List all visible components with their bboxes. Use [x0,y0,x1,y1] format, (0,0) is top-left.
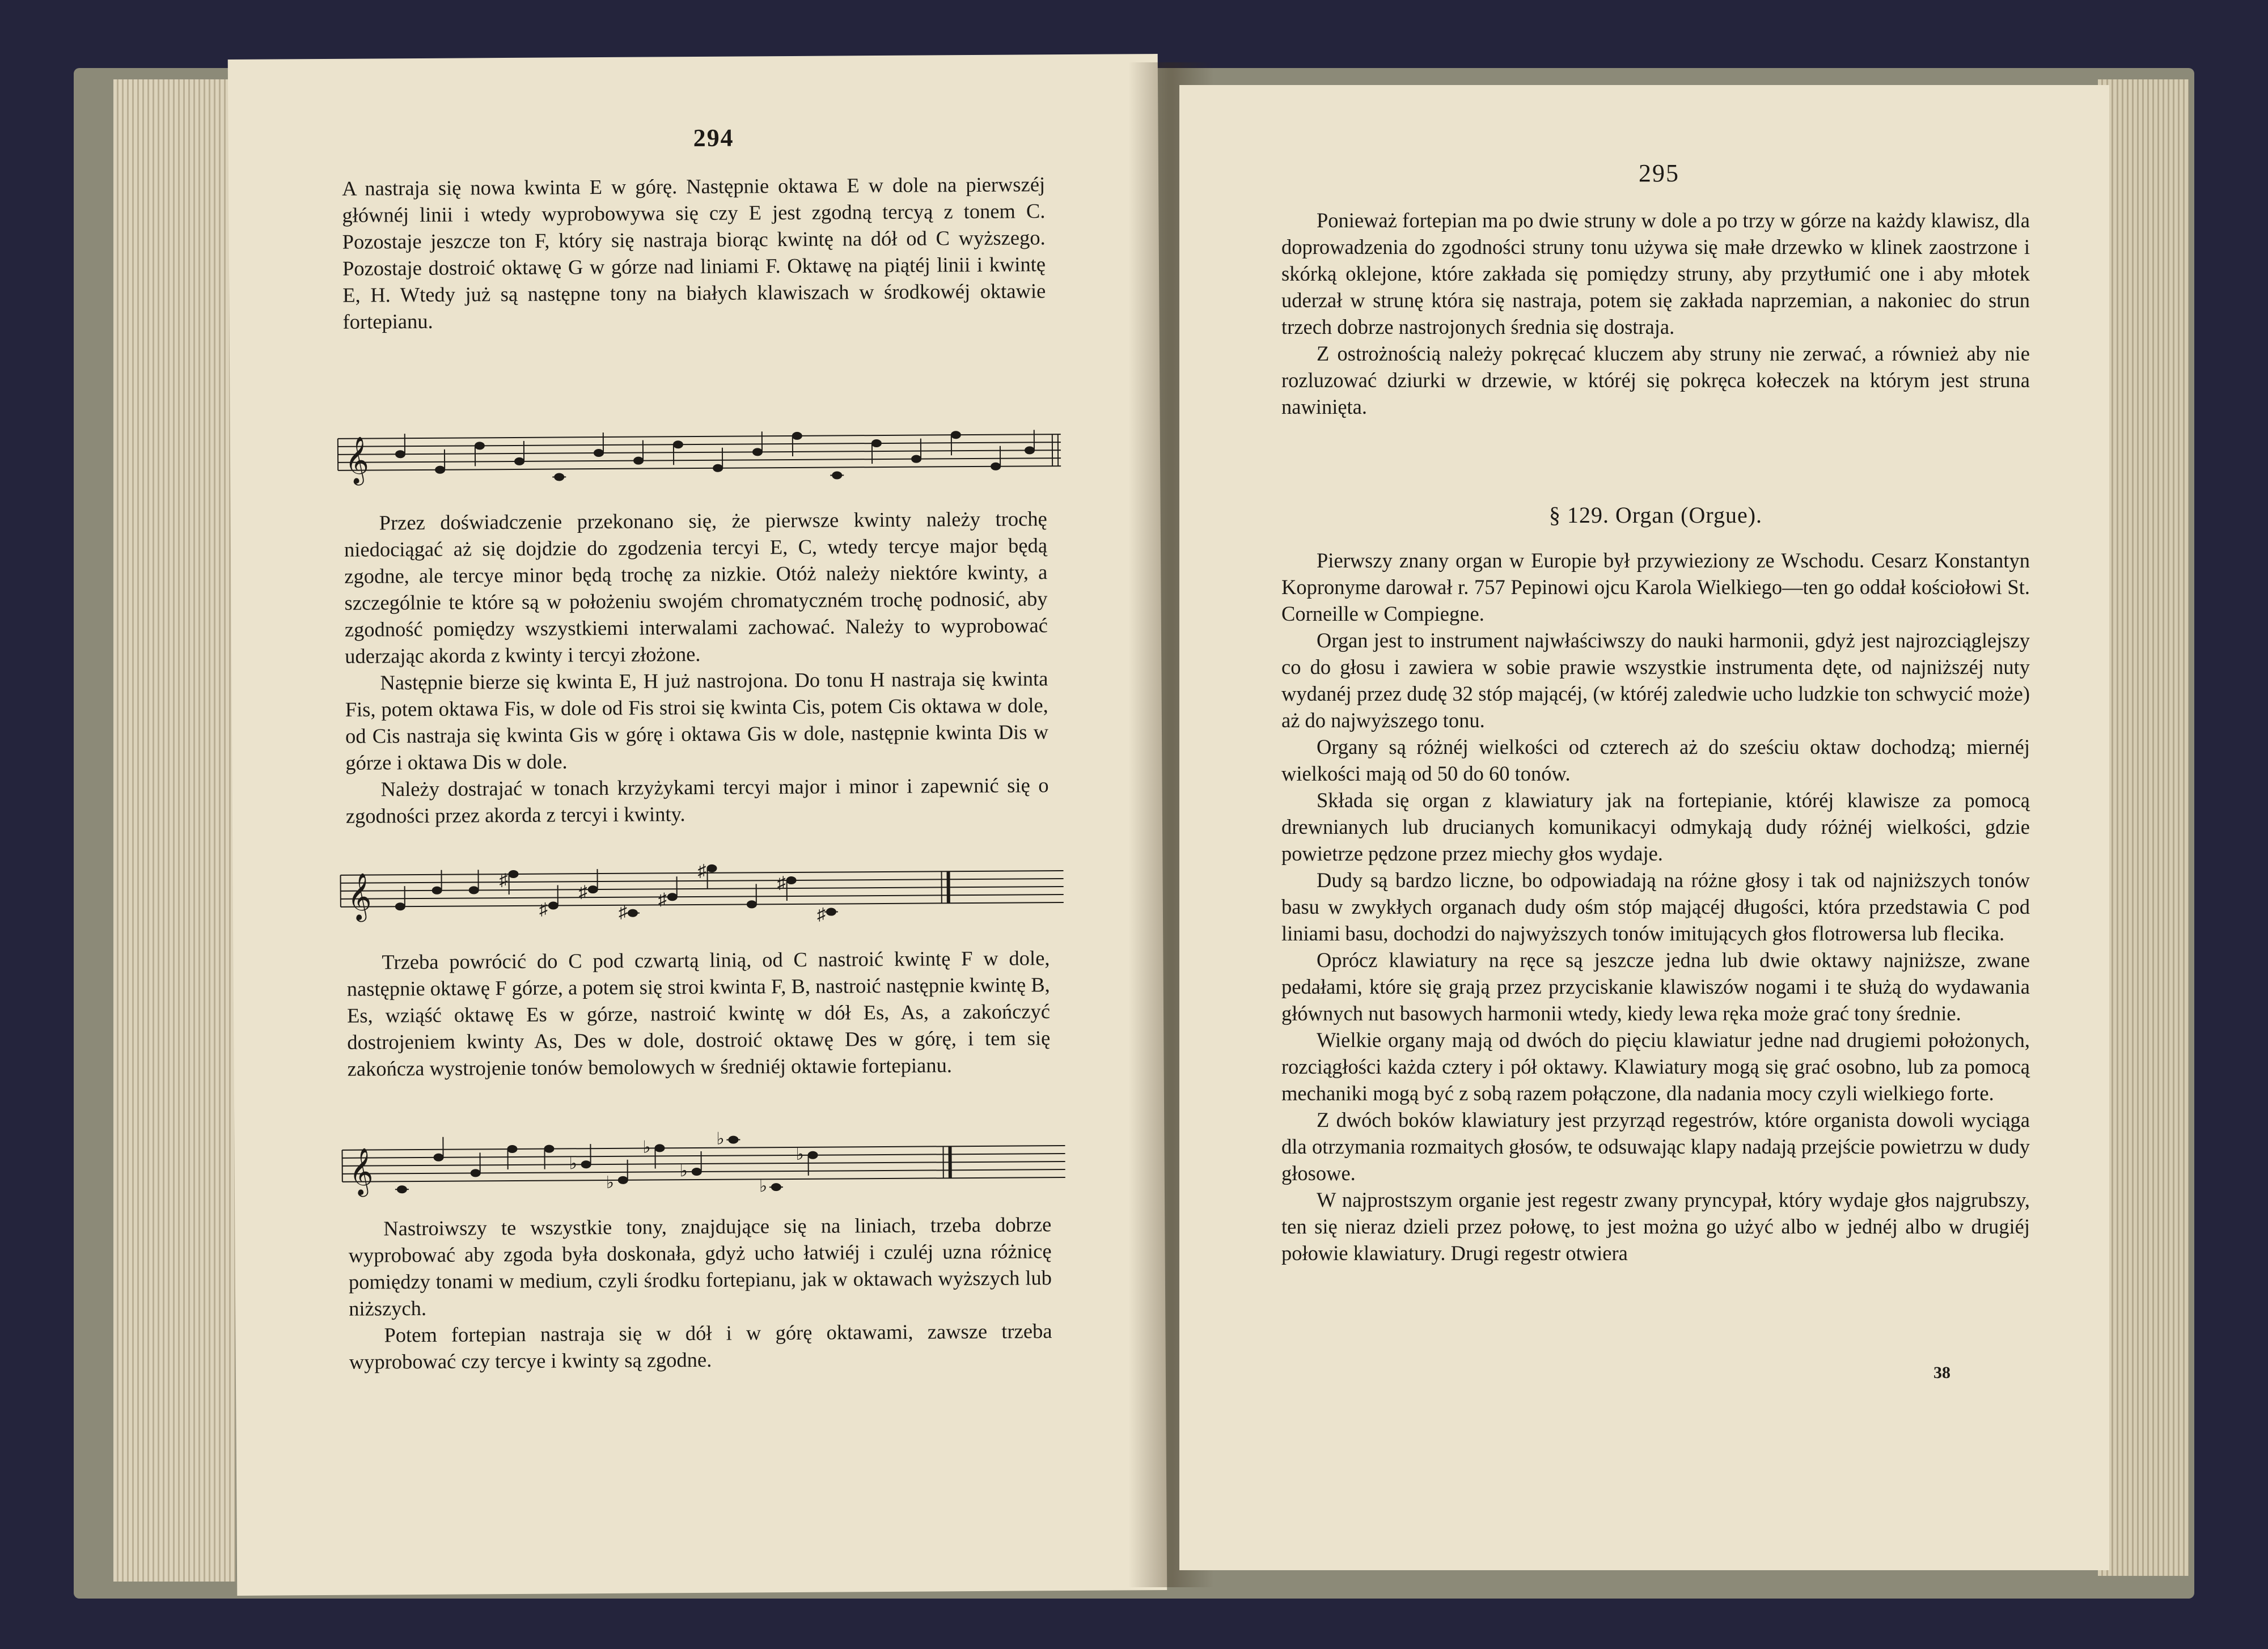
left-text-block-3 [346,944,1050,1082]
page-edges-left [113,79,235,1582]
svg-text:♭: ♭ [679,1161,688,1181]
svg-text:♯: ♯ [539,900,548,919]
svg-text:𝄞: 𝄞 [349,1147,374,1195]
svg-text:♭: ♭ [642,1138,651,1157]
paragraph: Organy są różnéj wielkości od czterech aż do sześciu oktaw dochodzą; miernéj wielkości mają od 50 do 60 tonów. [1281,735,2030,785]
left-text-block-2 [344,505,1049,829]
right-text-block-2 [1281,547,2030,1266]
svg-text:♭: ♭ [606,1173,615,1192]
left-text-block-4 [348,1211,1052,1375]
svg-text:♭: ♭ [716,1129,725,1148]
left-text-block-1 [342,171,1046,335]
paragraph: A nastraja się nowa kwinta E w górę. Następnie oktawa E w dole na pierwszéj głównéj linii i wtedy wyprobowywa się czy E jest zgodną tercyą z tonem C. Pozostaje jeszcze ton F, który się nastraja biorąc kwintę na dół od C wyższego. Pozostaje dostroić oktawę G w górze nad liniami F. Oktawę na piątéj linii i kwintę E, H. Wtedy już są następne tony na białych klawiszach w środkowéj oktawie fortepianu. [342,172,1046,333]
left-page [228,54,1167,1596]
svg-text:♭: ♭ [796,1144,804,1164]
svg-text:♯: ♯ [618,902,628,922]
paragraph: W najprostszym organie jest regestr zwany pryncypał, który wydaje głos najgrubszy, ten się nieraz dzieli przez połowę, to jest można go użyć albo w jednéj albo w drugiéj połowie klawiatury. Drugi regestr otwiera [1281,1188,2030,1265]
signature-mark: 38 [1933,1363,1950,1382]
svg-text:♯: ♯ [578,883,587,902]
section-heading: § 129. Organ (Orgue). [1548,502,1763,528]
page-edges-right [2098,79,2189,1576]
paragraph: Wielkie organy mają od dwóch do pięciu klawiatur jedne nad drugiemi położonych, rozciągłości każda cztery i pół oktawy. Klawiatury mogą się grać osobno, lub za pomocą mechaniki mogą być z sobą razem połączone, dla nadania mocy czyli wielkiego forte. [1281,1028,2030,1105]
paragraph: Organ jest to instrument najwłaściwszy do nauki harmonii, gdyż jest najrozciąglejszy co do głosu i zawiera w sobie prawie wszystkie instrumenta dęte, od najniższéj nuty wydanéj przez dudę 32 stóp mającéj, (w któréj zaledwie ucho ludzkie ton schwycić może) aż do najwyższego tonu. [1281,629,2030,732]
svg-text:♯: ♯ [777,874,786,893]
paragraph: Trzeba powrócić do C pod czwartą linią, od C nastroić kwintę F w dole, następnie oktawę F górze, a potem się stroi kwinta F, B, nastroić następnie kwintę B, Es, wziąść oktawę Es w górze, nastroić kwintę w dół Es, As, a zakończyć dostrojeniem kwinty As, Des w dole, dostroić oktawę Des w górę, i tem się zakończa wystrojenie tonów bemolowych w średniéj oktawie fortepianu. [346,946,1051,1080]
paragraph: Oprócz klawiatury na ręce są jeszcze jedna lub dwie oktawy najniższe, zwane pedałami, które się grają przez przyciskanie klawiszów nogami i te służą do wydawania głównych nut basowych harmonii wtedy, kiedy lewa ręka może grać tony średnie. [1281,948,2030,1025]
paragraph: Potem fortepian nastraja się w dół i w górę oktawami, zawsze trzeba wyprobować czy tercye i kwinty są zgodne. [349,1319,1052,1374]
paragraph: Pierwszy znany organ w Europie był przywieziony ze Wschodu. Cesarz Konstantyn Kopronyme darował r. 757 Pepinowi ojcu Karola Wielkiego—ten go oddał kościołowi St. Corneille w Compiegne. [1281,549,2030,625]
svg-text:𝄞: 𝄞 [347,872,372,920]
paragraph: Z ostrożnością należy pokręcać kluczem aby struny nie zerwać, a również aby nie rozluzować dziurki w drzewie, w któréj się pokręca kołeczek na którym jest struna nawinięta. [1281,342,2030,418]
music-staff-3 [336,1123,1074,1201]
page-number-right: 295 [1639,159,1679,187]
music-staff-1 [332,417,1070,490]
paragraph: Należy dostrajać w tonach krzyżykami tercyi major i minor i zapewnić się o zgodności przez akorda z tercyi i kwinty. [345,773,1049,828]
paragraph: Przez doświadczenie przekonano się, że pierwsze kwinty należy trochę niedociągać aż się dojdzie do zgodzenia tercyi E, C, wtedy tercye major będą zgodne, ale tercye minor będą trochę za nizkie. Otóż należy niektóre kwinty, a szczególnie te które są w położeniu swojém chromatyczném trochę podnosić, aby zgodność pomiędzy wszystkiemi interwalami zachować. Należy to wyprobować uderzając akorda z kwinty i tercyi złożone. [344,507,1048,668]
svg-text:♯: ♯ [697,861,706,880]
svg-text:♯: ♯ [658,890,667,909]
svg-text:♭: ♭ [569,1154,577,1173]
svg-text:♯: ♯ [816,905,826,924]
paragraph: Nastroiwszy te wszystkie tony, znajdujące się na liniach, trzeba dobrze wyprobować aby zgoda była doskonała, gdyż ucho łatwiéj i czuléj uzna różnicę pomiędzy tonami w medium, czyli środku fortepianu, jak w oktawach wyższych lub niższych. [348,1213,1052,1320]
paragraph: Z dwóch boków klawiatury jest przyrząd regestrów, które organista dowoli wyciąga dla otrzymania rozmaitych głosów, te odsuwając klapy nadają przejście powietrzu w dudy głosowe. [1281,1108,2030,1185]
page-number-left: 294 [693,124,734,152]
paragraph: Ponieważ fortepian ma po dwie struny w dole a po trzy w górze na każdy klawisz, dla doprowadzenia do zgodności struny tonu używa się małe drzewko w klinek zaostrzone i skórką oklejone, które zakłada się pomiędzy struny, aby przytłumić one i aby młotek uderzał w strunę która się nastraja, potem się zakłada naprzemian, a nakoniec do strun trzech dobrze nastrojonych średnia się dostraja. [1281,209,2030,338]
svg-text:♯: ♯ [499,871,508,890]
paragraph: Dudy są bardzo liczne, bo odpowiadają na różne głosy i tak od najniższych tonów basu w zwykłych organach dudy ośm stóp mającéj długości, która przedstawia C pod liniami basu, dochodzi do najwyższych tonów imitujących głos flotrowersa lub flecika. [1281,868,2030,945]
paragraph: Składa się organ z klawiatury jak na fortepianie, któréj klawisze za pomocą drewnianych lub drucianych komunikacyi odmykają dudy różnéj wielkości, gdzie powietrze pędzone przez miechy głos wydaje. [1281,789,2030,865]
right-text-block-1 [1281,207,2030,420]
paragraph: Następnie bierze się kwinta E, H już nastrojona. Do tonu H nastraja się kwinta Fis, potem oktawa Fis, w dole od Fis stroi się kwinta Cis, potem Cis oktawa w dole, od Cis nastraja się kwinta Gis w górę i oktawa Gis w dole, następnie kwinta Dis w górze i oktawa Dis w dole. [345,667,1049,774]
svg-text:♭: ♭ [759,1177,768,1196]
right-page [1179,85,2109,1570]
svg-text:𝄞: 𝄞 [344,435,369,484]
music-staff-2 [335,848,1072,926]
